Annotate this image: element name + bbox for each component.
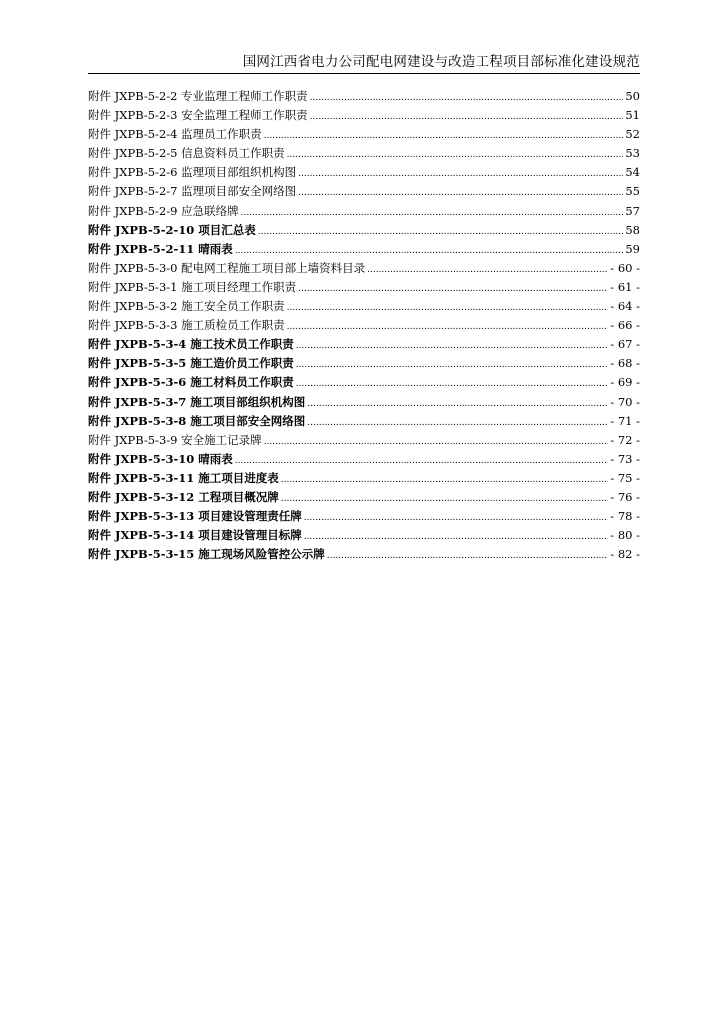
toc-entry[interactable] (88, 125, 640, 144)
toc-dot-leader (298, 184, 623, 203)
toc-entry-page-number: 53 (625, 146, 640, 161)
toc-dot-leader (307, 414, 608, 433)
toc-dot-leader (281, 471, 609, 490)
toc-dot-leader (287, 146, 624, 165)
toc-dot-leader (258, 223, 624, 242)
toc-entry-label: 附件 JXPB-5-3-14 项目建设管理目标牌 (88, 528, 302, 543)
toc-entry[interactable] (88, 240, 640, 259)
toc-entry[interactable] (88, 316, 640, 335)
toc-dot-leader (367, 261, 608, 280)
toc-entry[interactable] (88, 144, 640, 163)
toc-dot-leader (296, 356, 609, 375)
toc-entry-label: 附件 JXPB-5-2-6 监理项目部组织机构图 (88, 165, 297, 180)
toc-dot-leader (310, 108, 624, 127)
toc-entry-page-number: - 67 - (610, 337, 640, 352)
table-of-contents (88, 87, 640, 564)
toc-dot-leader (235, 452, 609, 471)
toc-entry-page-number: - 69 - (610, 375, 640, 390)
toc-dot-leader (327, 547, 609, 566)
header-divider (88, 73, 640, 74)
toc-entry-page-number: 52 (625, 127, 640, 142)
toc-entry-page-number: - 75 - (610, 470, 640, 485)
toc-entry-label: 附件 JXPB-5-3-11 施工项目进度表 (88, 470, 279, 485)
toc-dot-leader (296, 337, 609, 356)
toc-entry-label: 附件 JXPB-5-2-3 安全监理工程师工作职责 (88, 108, 308, 123)
toc-entry-label: 附件 JXPB-5-3-1 施工项目经理工作职责 (88, 279, 297, 294)
toc-dot-leader (298, 165, 623, 184)
toc-entry-page-number: - 64 - (610, 299, 640, 314)
toc-entry[interactable] (88, 431, 640, 450)
toc-entry[interactable] (88, 450, 640, 469)
toc-entry[interactable] (88, 182, 640, 201)
toc-dot-leader (304, 528, 609, 547)
toc-entry-label: 附件 JXPB-5-2-11 晴雨表 (88, 241, 233, 256)
toc-dot-leader (281, 490, 609, 509)
toc-entry-page-number: 54 (625, 165, 640, 180)
toc-entry-page-number: 58 (625, 222, 640, 237)
toc-entry-page-number: - 82 - (610, 547, 640, 562)
toc-entry[interactable] (88, 335, 640, 354)
toc-entry[interactable] (88, 469, 640, 488)
toc-dot-leader (241, 204, 624, 223)
toc-entry-page-number: 51 (625, 108, 640, 123)
toc-entry[interactable] (88, 507, 640, 526)
toc-dot-leader (296, 375, 609, 394)
toc-entry-label: 附件 JXPB-5-3-15 施工现场风险管控公示牌 (88, 547, 325, 562)
toc-entry-label: 附件 JXPB-5-3-4 施工技术员工作职责 (88, 337, 294, 352)
page-header-title: 国网江西省电力公司配电网建设与改造工程项目部标准化建设规范 (242, 54, 640, 70)
toc-entry-page-number: - 60 - (610, 260, 640, 275)
toc-entry-label: 附件 JXPB-5-3-8 施工项目部安全网络图 (88, 413, 306, 428)
toc-entry[interactable] (88, 278, 640, 297)
toc-entry-label: 附件 JXPB-5-3-13 项目建设管理责任牌 (88, 509, 302, 524)
toc-entry-label: 附件 JXPB-5-3-2 施工安全员工作职责 (88, 299, 285, 314)
toc-entry-page-number: - 72 - (610, 432, 640, 447)
toc-entry-page-number: - 68 - (610, 356, 640, 371)
toc-entry-page-number: 55 (625, 184, 640, 199)
toc-entry-label: 附件 JXPB-5-2-9 应急联络牌 (88, 203, 239, 218)
toc-dot-leader (310, 89, 624, 108)
toc-entry-label: 附件 JXPB-5-3-12 工程项目概况牌 (88, 489, 279, 504)
toc-entry-page-number: - 70 - (610, 394, 640, 409)
toc-entry[interactable] (88, 259, 640, 278)
toc-entry-label: 附件 JXPB-5-2-5 信息资料员工作职责 (88, 146, 285, 161)
toc-entry-page-number: 59 (625, 241, 640, 256)
toc-entry-page-number: - 71 - (610, 413, 640, 428)
toc-entry-label: 附件 JXPB-5-2-4 监理员工作职责 (88, 127, 262, 142)
toc-entry-label: 附件 JXPB-5-2-2 专业监理工程师工作职责 (88, 89, 308, 103)
toc-dot-leader (304, 509, 609, 528)
toc-dot-leader (287, 299, 609, 318)
toc-dot-leader (264, 127, 624, 146)
toc-entry-label: 附件 JXPB-5-3-9 安全施工记录牌 (88, 432, 262, 447)
toc-entry[interactable] (88, 354, 640, 373)
toc-dot-leader (307, 395, 608, 414)
toc-entry[interactable] (88, 526, 640, 545)
toc-entry-label: 附件 JXPB-5-3-6 施工材料员工作职责 (88, 375, 294, 390)
toc-entry-label: 附件 JXPB-5-3-7 施工项目部组织机构图 (88, 394, 306, 409)
toc-entry-page-number: - 78 - (610, 509, 640, 524)
toc-entry-page-number: - 80 - (610, 528, 640, 543)
toc-dot-leader (287, 318, 609, 337)
toc-entry-page-number: 57 (625, 203, 640, 218)
toc-entry-label: 附件 JXPB-5-2-10 项目汇总表 (88, 222, 256, 237)
toc-dot-leader (298, 280, 608, 299)
toc-entry[interactable] (88, 87, 640, 106)
toc-entry-label: 附件 JXPB-5-3-10 晴雨表 (88, 451, 233, 466)
toc-entry[interactable] (88, 393, 640, 412)
toc-entry[interactable] (88, 202, 640, 221)
toc-entry-label: 附件 JXPB-5-2-7 监理项目部安全网络图 (88, 184, 297, 199)
toc-entry-page-number: 50 (625, 89, 640, 103)
toc-entry-page-number: - 66 - (610, 318, 640, 333)
toc-entry-page-number: - 61 - (610, 279, 640, 294)
toc-entry-page-number: - 76 - (610, 489, 640, 504)
toc-dot-leader (264, 433, 609, 452)
toc-entry-label: 附件 JXPB-5-3-0 配电网工程施工项目部上墙资料目录 (88, 260, 366, 275)
toc-entry-page-number: - 73 - (610, 451, 640, 466)
toc-entry[interactable] (88, 221, 640, 240)
toc-entry-label: 附件 JXPB-5-3-5 施工造价员工作职责 (88, 356, 294, 371)
toc-entry-label: 附件 JXPB-5-3-3 施工质检员工作职责 (88, 318, 285, 333)
toc-entry[interactable] (88, 373, 640, 392)
toc-entry[interactable] (88, 297, 640, 316)
toc-entry[interactable] (88, 106, 640, 125)
toc-entry[interactable] (88, 488, 640, 507)
toc-entry[interactable] (88, 545, 640, 564)
toc-entry[interactable] (88, 163, 640, 182)
toc-entry[interactable] (88, 412, 640, 431)
